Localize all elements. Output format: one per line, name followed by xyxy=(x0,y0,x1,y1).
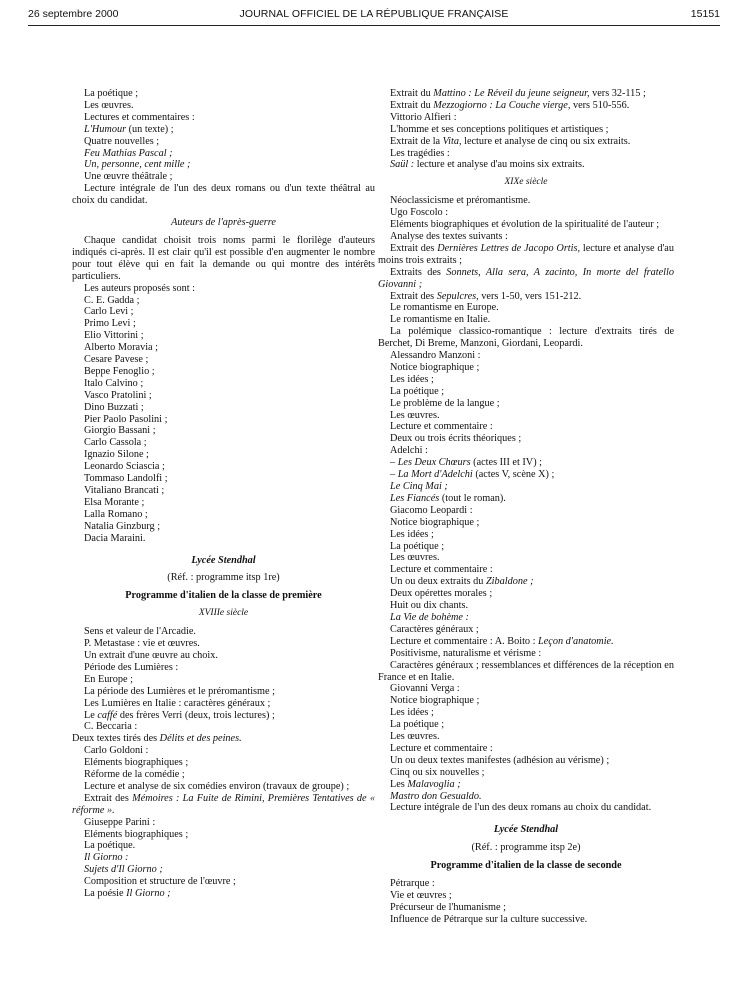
text-line: Les œuvres. xyxy=(390,731,440,743)
text-line: Les Lumières en Italie : caractères généraux ; xyxy=(84,697,271,709)
text-line xyxy=(72,710,375,722)
text-line xyxy=(72,124,375,136)
text-line: Vittorio Alfieri : xyxy=(390,111,457,123)
list-item: Dacia Maraini. xyxy=(84,532,146,544)
text-fragment: Le xyxy=(84,709,98,721)
list-item: Primo Levi ; xyxy=(84,318,136,330)
italic-title: caffé xyxy=(97,709,118,721)
text-fragment: Extrait des xyxy=(84,792,133,804)
text-line: Le romantisme en Italie. xyxy=(390,314,491,326)
italic-title: Saül : xyxy=(390,159,415,171)
text-fragment: Lecture et commentaire : A. Boito : xyxy=(390,635,539,647)
text-line: Composition et structure de l'œuvre ; xyxy=(84,876,236,888)
text-fragment: Les xyxy=(390,778,408,790)
paragraph: La polémique classico-romantique : lecture d'extraits tirés de Berchet, Di Breme, Manzoni, Giordani, Leopardi. xyxy=(378,326,674,350)
text-line xyxy=(378,469,674,481)
text-fragment: Extrait du xyxy=(390,99,434,111)
list-item: Carlo Cassola ; xyxy=(84,437,147,449)
text-line: Lecture et commentaire : xyxy=(390,564,493,576)
header-date: 26 septembre 2000 xyxy=(28,8,119,20)
italic-title: Zibaldone ; xyxy=(485,576,534,588)
text-line: Les idées ; xyxy=(390,373,434,385)
text-line: Caractères généraux ; xyxy=(390,623,479,635)
paragraph xyxy=(378,243,674,267)
text-line: Carlo Goldoni : xyxy=(84,745,149,757)
text-line: Le romantisme en Europe. xyxy=(390,302,499,314)
text-line: C. Beccaria : xyxy=(84,721,138,733)
text-line: La poétique ; xyxy=(390,540,445,552)
text-line xyxy=(378,493,674,505)
text-fragment: (tout le roman). xyxy=(439,492,506,504)
text-line: Eléments biographiques ; xyxy=(84,828,189,840)
text-line xyxy=(378,779,674,791)
text-fragment: des frères Verri (deux, trois lectures) ; xyxy=(117,709,275,721)
text-line: La Vie de bohème : xyxy=(390,611,469,623)
text-line: Sens et valeur de l'Arcadie. xyxy=(84,626,196,638)
text-line: La poétique ; xyxy=(390,719,445,731)
paragraph: Chaque candidat choisit trois noms parmi le florilège d'auteurs indiqués ci-après. Il est clair qu'il est possible d'en augmenter le nombre pour tout élève qui en fait la demande ou qui montre des intérêts particuliers. xyxy=(72,234,375,282)
text-line: Les idées ; xyxy=(390,528,434,540)
text-fragment: (un texte) ; xyxy=(126,123,174,135)
left-column xyxy=(72,88,375,900)
list-item: Ignazio Silone ; xyxy=(84,449,149,461)
list-item: Vasco Pratolini ; xyxy=(84,389,152,401)
italic-title: Mattino : Le Réveil du jeune seigneur, xyxy=(433,88,590,99)
text-line: Les œuvres. xyxy=(390,552,440,564)
text-line xyxy=(378,136,674,148)
text-fragment: La poésie xyxy=(84,888,127,900)
text-line: Un extrait d'une œuvre au choix. xyxy=(84,649,218,661)
italic-title: Les Fiancés xyxy=(390,492,440,504)
text-line: Mastro don Gesualdo. xyxy=(390,790,482,802)
italic-title: Malavoglia ; xyxy=(407,778,461,790)
text-fragment: lecture et analyse d'au moins six extraits. xyxy=(414,159,585,171)
text-line: Une œuvre théâtrale ; xyxy=(84,171,173,183)
text-fragment: vers 32-115 ; xyxy=(589,88,646,99)
text-line: Eléments biographiques ; xyxy=(84,757,189,769)
text-line xyxy=(378,159,674,171)
list-item: Elio Vittorini ; xyxy=(84,330,144,342)
century-heading: XIXe siècle xyxy=(504,177,548,188)
text-line: Notice biographique ; xyxy=(390,695,480,707)
programme-reference: (Réf. : programme itsp 1re) xyxy=(167,572,280,584)
paragraph: Caractères généraux ; ressemblances et différences de la réception en France et en Italie. xyxy=(378,659,674,683)
text-line: Lecture et commentaire : xyxy=(390,742,493,754)
italic-title: Mémoires : La Fuite de Rimini, Premières Tentatives de « réforme ». xyxy=(72,792,375,816)
text-line: Pétrarque : xyxy=(390,878,435,890)
header-rule xyxy=(28,25,720,26)
list-item: Vitaliano Brancati ; xyxy=(84,485,165,496)
text-line: Giacomo Leopardi : xyxy=(390,504,473,516)
school-name: Lycée Stendhal xyxy=(191,554,256,566)
programme-title: Programme d'italien de la classe de première xyxy=(125,590,322,602)
text-line: Notice biographique ; xyxy=(390,361,480,373)
paragraph xyxy=(72,793,375,817)
programme-title: Programme d'italien de la classe de seconde xyxy=(430,860,622,872)
text-line: Les idées ; xyxy=(390,707,434,719)
text-line: La période des Lumières et le préromantisme ; xyxy=(84,685,275,697)
text-line: Précurseur de l'humanisme ; xyxy=(390,901,506,913)
text-line: La poétique ; xyxy=(390,385,445,397)
text-line: Cinq ou six nouvelles ; xyxy=(390,766,485,778)
text-line: En Europe ; xyxy=(84,673,133,685)
text-line: Deux opérettes morales ; xyxy=(390,588,493,600)
text-line: Les auteurs proposés sont : xyxy=(84,282,196,294)
author-list xyxy=(72,295,375,545)
italic-title: La Mort d'Adelchi xyxy=(397,469,473,481)
list-item: Lalla Romano ; xyxy=(84,508,148,520)
text-fragment: (actes III et IV) ; xyxy=(470,457,543,469)
list-item: Elsa Morante ; xyxy=(84,496,145,508)
italic-title: Vita, xyxy=(442,135,462,147)
list-item: Beppe Fenoglio ; xyxy=(84,365,155,377)
text-fragment: Un ou deux extraits du xyxy=(390,576,486,588)
text-line: Giuseppe Parini : xyxy=(84,816,156,828)
text-fragment: lecture et analyse de cinq ou six extraits. xyxy=(461,135,631,147)
text-line: Les œuvres. xyxy=(390,409,440,421)
text-line xyxy=(378,457,674,469)
italic-title: L'Humour xyxy=(84,123,127,135)
list-item: Natalia Ginzburg ; xyxy=(84,520,161,532)
right-column xyxy=(378,88,674,926)
text-line: Vie et œuvres ; xyxy=(390,890,452,901)
italic-title: Leçon d'anatomie. xyxy=(538,635,614,647)
century-heading: XVIIIe siècle xyxy=(198,608,249,619)
text-fragment: (actes V, scène X) ; xyxy=(472,469,555,481)
italic-title: Mezzogiorno : La Couche vierge, xyxy=(433,99,571,111)
text-line: Huit ou dix chants. xyxy=(390,600,469,612)
text-fragment: Extrait des xyxy=(390,290,437,302)
list-item: Dino Buzzati ; xyxy=(84,401,144,413)
header-page-number: 15151 xyxy=(690,8,720,20)
list-item: Italo Calvino ; xyxy=(84,377,144,389)
text-line: Giovanni Verga : xyxy=(390,683,460,695)
text-line: Ugo Foscolo : xyxy=(390,207,449,219)
text-line: Notice biographique ; xyxy=(390,516,480,528)
header-title: JOURNAL OFFICIEL DE LA RÉPUBLIQUE FRANÇAISE xyxy=(239,8,509,20)
text-line: L'homme et ses conceptions politiques et artistiques ; xyxy=(390,123,609,135)
italic-title: Délits et des peines. xyxy=(159,733,242,745)
paragraph xyxy=(378,267,674,291)
text-line: Le problème de la langue ; xyxy=(390,397,500,409)
text-line: Période des Lumières : xyxy=(84,661,179,673)
list-item: Tommaso Landolfi ; xyxy=(84,473,168,485)
italic-title: Les Deux Chœurs xyxy=(397,457,471,469)
text-line: Adelchi : xyxy=(390,445,428,457)
text-line xyxy=(72,733,375,745)
text-line: La poétique ; xyxy=(84,88,139,99)
text-fragment: Deux textes tirés des xyxy=(72,733,160,745)
text-line: Les œuvres. xyxy=(84,99,134,111)
text-line: Influence de Pétrarque sur la culture successive. xyxy=(390,913,588,925)
list-item: Giorgio Bassani ; xyxy=(84,425,156,437)
section-heading: Auteurs de l'après-guerre xyxy=(171,217,276,229)
list-item: Carlo Levi ; xyxy=(84,306,134,318)
text-line: Le Cinq Mai ; xyxy=(390,481,448,492)
text-line: Lectures et commentaires : xyxy=(84,111,195,123)
italic-title: Sonnets, Alla sera, A zacinto, In morte del fratello Giovanni ; xyxy=(378,266,674,290)
italic-title: Il Giorno ; xyxy=(126,888,171,900)
paragraph xyxy=(378,88,674,100)
programme-reference: (Réf. : programme itsp 2e) xyxy=(471,842,581,854)
text-line: Feu Mathias Pascal ; xyxy=(84,147,173,159)
text-line xyxy=(378,291,674,303)
text-line: Quatre nouvelles ; xyxy=(84,135,160,147)
text-line: Deux ou trois écrits théoriques ; xyxy=(390,433,522,445)
list-item: Alberto Moravia ; xyxy=(84,342,159,354)
list-item: Pier Paolo Pasolini ; xyxy=(84,413,168,425)
text-line: Analyse des textes suivants : xyxy=(390,230,508,242)
text-fragment: lecture et analyse d'au moins trois extraits ; xyxy=(378,242,674,266)
text-fragment: Extrait des xyxy=(390,242,438,254)
text-line: Lecture et commentaire : xyxy=(390,421,493,433)
italic-title: Dernières Lettres de Jacopo Ortis, xyxy=(437,242,581,254)
text-line: Un ou deux textes manifestes (adhésion au vérisme) ; xyxy=(390,754,610,766)
school-name: Lycée Stendhal xyxy=(493,824,559,836)
text-line: Il Giorno : xyxy=(84,852,129,864)
list-item: Leonardo Sciascia ; xyxy=(84,461,165,473)
text-fragment: Extraits des xyxy=(390,266,447,278)
list-item: Cesare Pavese ; xyxy=(84,354,149,366)
paragraph: Eléments biographiques et évolution de la spiritualité de l'auteur ; xyxy=(390,219,660,231)
text-line: Sujets d'Il Giorno ; xyxy=(84,864,163,876)
text-fragment: – xyxy=(390,469,398,481)
paragraph: Lecture intégrale de l'un des deux romans au choix du candidat. xyxy=(390,802,652,814)
text-line: Un, personne, cent mille ; xyxy=(84,159,191,171)
text-fragment: vers 510-556. xyxy=(570,99,630,111)
text-line: Alessandro Manzoni : xyxy=(390,350,481,362)
text-line: La poétique. xyxy=(84,840,136,852)
list-item: C. E. Gadda ; xyxy=(84,294,140,306)
text-line: Positivisme, naturalisme et vérisme : xyxy=(390,647,542,659)
text-line xyxy=(72,888,375,900)
text-line xyxy=(378,576,674,588)
text-line xyxy=(378,636,674,648)
text-fragment: Extrait du xyxy=(390,88,434,99)
text-fragment: Extrait de la xyxy=(390,135,443,147)
italic-title: Sepulcres, xyxy=(436,290,479,302)
paragraph: Lecture et analyse de six comédies environ (travaux de groupe) ; xyxy=(84,780,350,792)
text-line: P. Metastase : vie et œuvres. xyxy=(84,638,200,650)
paragraph: Lecture intégrale de l'un des deux romans ou d'un texte théâtral au choix du candidat. xyxy=(72,183,375,207)
text-fragment: – xyxy=(390,457,398,469)
page-header xyxy=(28,8,720,26)
text-fragment: vers 1-50, vers 151-212. xyxy=(478,290,582,302)
text-line xyxy=(378,100,674,112)
text-line: Néoclassicisme et préromantisme. xyxy=(390,195,531,207)
text-line: Réforme de la comédie ; xyxy=(84,769,185,781)
text-line: Les tragédies : xyxy=(390,147,450,159)
